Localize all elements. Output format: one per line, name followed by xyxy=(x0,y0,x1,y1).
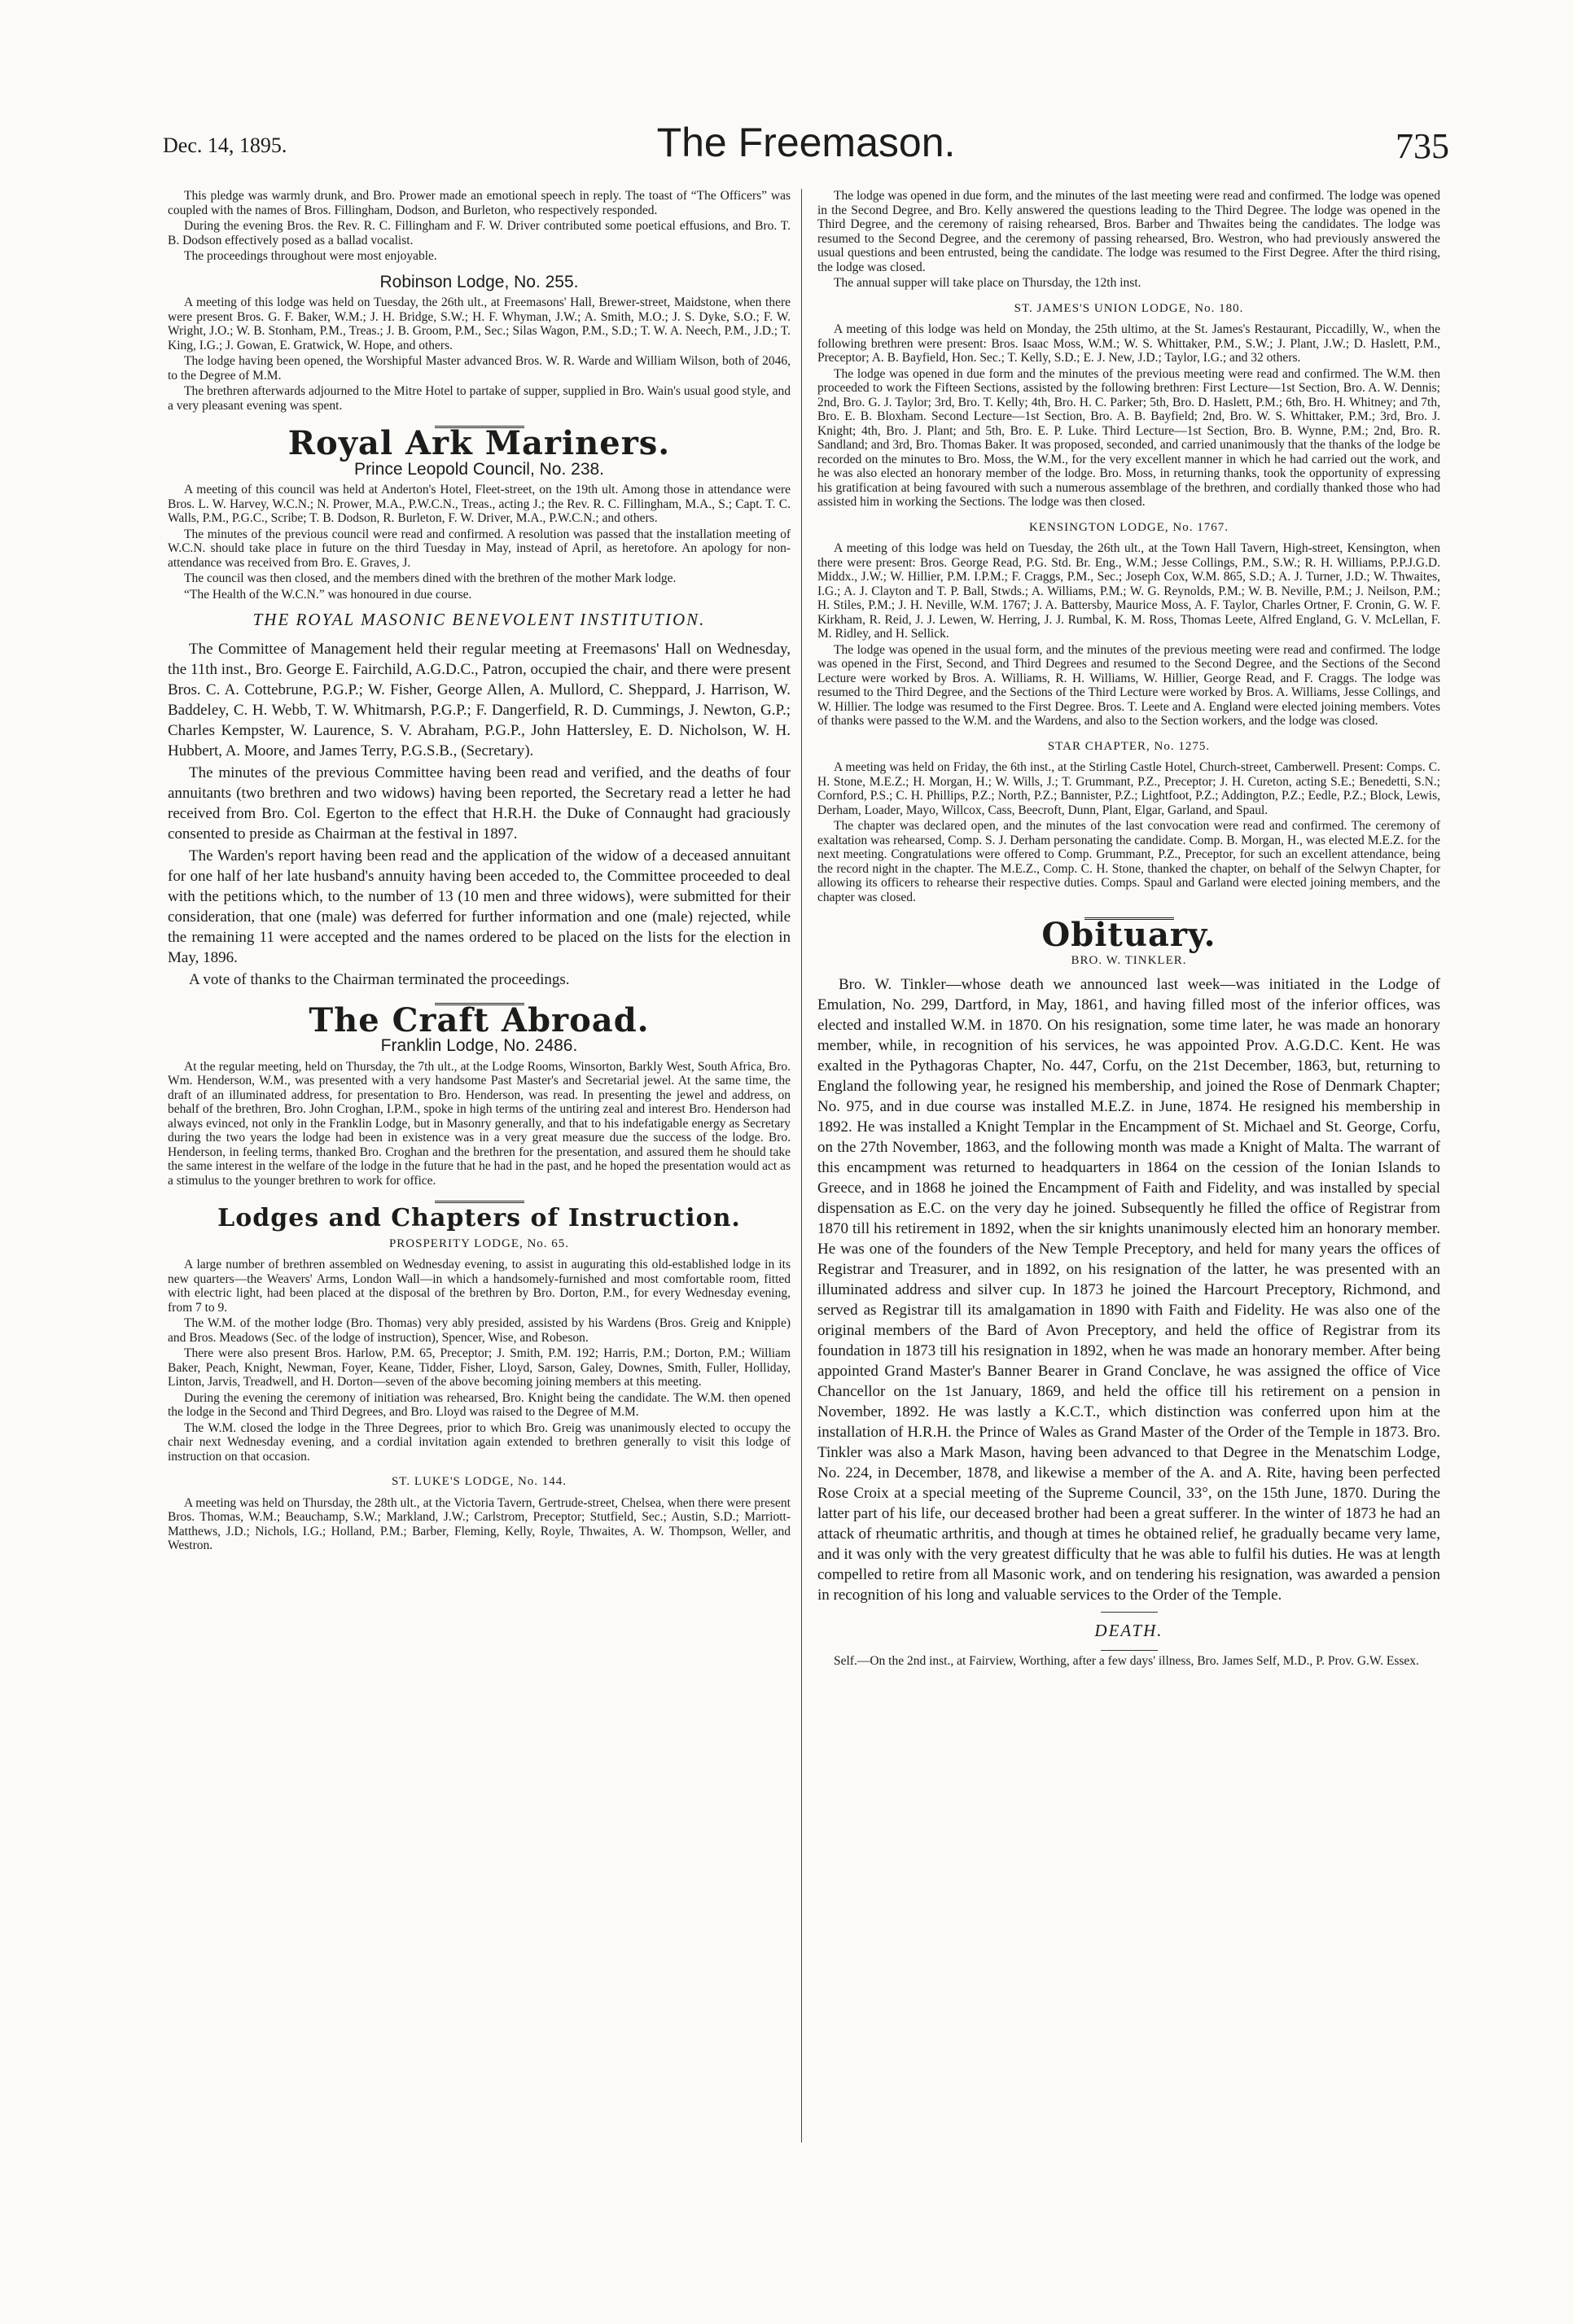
paragraph: The lodge was opened in due form and the minutes of the previous meeting were read and confirmed. The W.M. then proceeded to work the Fifteen Sections, assisted by the following brethren: First Lecture—1st Section, Bro. A. W. Dennis; 2nd, Bro. G. J. Taylor; 3rd, Bro. T. Kelly; 4th, Bro. H. C. Parker; 5th, Bro. D. Haslett, P.M.; 6th, Bro. H. Whitney; and 7th, Bro. E. B. Bloxham. Second Lecture—1st Section, Bro. A. B. Bayfield; 2nd, Bro. W. S. Whittaker, P.M.; 3rd, Bro. J. Knight; 4th, Bro. J. Plant; and 5th, Bro. E. P. Luke. Third Lecture—1st Section, Bro. B. Wynne, P.M.; 2nd, Bro. R. Sandland; and 3rd, Bro. Thomas Baker. It was proposed, seconded, and carried unanimously that the thanks of the lodge be recorded on the minutes to Bro. Moss, the W.M., for the very excellent manner in which he had carried out the work, and he was also elected an honorary member of the lodge. Bro. Moss, in returning thanks, took the opportunity of expressing his gratification at being favoured with such a numerous assemblage of the brethren, and cordially thanked those who had assisted him in working the Sections. The lodge was then closed. xyxy=(817,366,1440,509)
paragraph: A meeting of this lodge was held on Tuesday, the 26th ult., at the Town Hall Tavern, High-street, Kensington, when there were present: Bros. George Read, P.G. Std. Br. Eng., W.M.; Jesse Collings, P.M., S.W.; R. H. Williams, P.P.J.G.D. Middx., J.W.; W. Hillier, P.M. I.P.M.; F. Craggs, P.M., Sec.; Joseph Cox, W.M. 865, S.D.; A. J. Turner, J.D.; W. Thwaites, I.G.; A. J. Clayton and T. P. Ball, Stwds.; A. Williams, P.M.; W. G. Reynolds, P.M.; W. B. Neville, P.M.; J. Neilson, P.M.; H. Stiles, P.M.; J. H. Neville, W.M. 1767; J. A. Battersby, Maurice Moss, A. F. Taylor, Charles Ortner, F. Cronin, G. W. F. Kirkham, R. Reid, J. J. Lewen, W. Herring, J. J. Rumbal, K. M. Ross, Thomas Leete, Alfred England, G. V. McLellan, F. M. Ridley, and H. Sellick. xyxy=(817,541,1440,641)
paragraph: The W.M. of the mother lodge (Bro. Thomas) very ably presided, assisted by his Wardens (Bros. Greig and Knipple) and Bros. Meadows (Sec. of the lodge of instruction), Spencer, Wise, and Robeson. xyxy=(168,1316,791,1345)
left-column xyxy=(168,189,791,1555)
masthead xyxy=(163,114,1449,171)
paragraph: The Committee of Management held their regular meeting at Freemasons' Hall on Wednesday, the 11th inst., Bro. George E. Fairchild, A.G.D.C., Patron, occupied the chair, and there were present Bros. C. A. Cottebrune, P.G.P.; W. Fisher, George Allen, A. Mullord, C. Sheppard, J. Harrison, W. Baddeley, C. H. Webb, T. W. Whitmarsh, P.G.P.; F. Dangerfield, R. D. Cummings, J. Newton, G.P.; Charles Kempster, W. Laurence, S. V. Abraham, P.G.P., John Hattersley, E. D. Nicholson, W. H. Hubbert, A. Moore, and James Terry, P.G.S.B., (Secretary). xyxy=(168,640,791,759)
star-chapter-heading: STAR CHAPTER, No. 1275. xyxy=(1047,739,1211,753)
paragraph: A meeting of this lodge was held on Tuesday, the 26th ult., at Freemasons' Hall, Brewer-street, Maidstone, when there were present Bros. G. F. Baker, W.M.; J. H. Bridge, S.W.; H. F. Whyman, J.W.; A. Smith, M.O.; J. S. Dyke, S.O.; F. W. Wright, J.O.; W. B. Stonham, P.M., Treas.; J. B. Groom, P.M., Sec.; Silas Wagon, P.M., S.D.; T. W. A. Neech, P.M., J.D.; T. King, I.G.; J. Gowan, E. Gratwick, W. Hope, and others. xyxy=(168,295,791,352)
paragraph: Self.—On the 2nd inst., at Fairview, Worthing, after a few days' illness, Bro. James Self, M.D., P. Prov. G.W. Essex. xyxy=(834,1653,1419,1668)
paragraph: The minutes of the previous council were read and confirmed. A resolution was passed that the installation meeting of W.C.N. should take place in future on the third Tuesday in May, instead of April, as heretofore. An apology for non-attendance was received from Bro. E. Graves, J. xyxy=(168,527,791,570)
paragraph: The lodge was opened in the usual form, and the minutes of the previous meeting were read and confirmed. The lodge was opened in the First, Second, and Third Degrees and resumed to the Second Degree, and the Sections of the Second Lecture were worked by Bros. A. Williams, R. H. Williams, W. Hillier, George Read, and F. Craggs. The lodge was resumed to the Third Degree, and the Sections of the Third Lecture were worked by Bros. A. Williams, Jesse Collings, and W. Hillier. The lodge was resumed to the First Degree. Bros. T. Leete and A. England were elected joining members. Votes of thanks were passed to the W.M. and the Wardens, and also to the Section workers, and the lodge was closed. xyxy=(817,642,1440,728)
paragraph: A meeting of this lodge was held on Monday, the 25th ultimo, at the St. James's Restaurant, Piccadilly, W., when the following brethren were present: Bros. Isaac Moss, W.M.; W. S. Whittaker, P.M., S.W.; J. Plant, J.W.; D. Haslett, P.M., Preceptor; A. B. Bayfield, Hon. Sec.; T. Kelly, S.D.; E. J. New, J.D.; Taylor, I.G.; and 32 others. xyxy=(817,322,1440,365)
paragraph: The W.M. closed the lodge in the Three Degrees, prior to which Bro. Greig was unanimously elected to occupy the chair next Wednesday evening, and a cordial invitation again extended to brethren generally to visit this lodge of instruction on that occasion. xyxy=(168,1420,791,1464)
section-rule xyxy=(1101,1650,1158,1651)
paragraph: This pledge was warmly drunk, and Bro. Prower made an emotional speech in reply. The toast of “The Officers” was coupled with the names of Bros. Fillingham, Dodson, and Burleton, who respectively responded. xyxy=(168,189,791,217)
paragraph: The council was then closed, and the members dined with the brethren of the mother Mark lodge. xyxy=(184,571,677,585)
royal-ark-mariners-title: Royal Ark Mariners. xyxy=(287,424,671,462)
st-jamess-union-lodge-heading: ST. JAMES'S UNION LODGE, No. 180. xyxy=(1014,301,1244,315)
prosperity-lodge-heading: PROSPERITY LODGE, No. 65. xyxy=(388,1236,570,1250)
page-number: 735 xyxy=(1396,126,1449,166)
paragraph: The brethren afterwards adjourned to the Mitre Hotel to partake of supper, supplied in Bro. Wain's usual good style, and a very pleasant evening was spent. xyxy=(168,384,791,413)
section-rule xyxy=(1101,1612,1158,1613)
paragraph: The minutes of the previous Committee having been read and verified, and the deaths of four annuitants (two brethren and two widows) having been reported, the Secretary read a letter he had received from Bro. Col. Egerton to the effect that H.R.H. the Duke of Connaught had graciously consented to preside as Chairman at the festival in 1897. xyxy=(168,764,791,843)
robinson-lodge-heading: Robinson Lodge, No. 255. xyxy=(379,272,579,291)
kensington-lodge-heading: KENSINGTON LODGE, No. 1767. xyxy=(1028,520,1229,534)
obituary-title: Obituary. xyxy=(1041,916,1216,954)
craft-abroad-title: The Craft Abroad. xyxy=(309,1000,650,1039)
publication-title: The Freemason. xyxy=(656,120,956,165)
death-title: DEATH. xyxy=(1094,1621,1163,1640)
prince-leopold-council-heading: Prince Leopold Council, No. 238. xyxy=(353,459,605,479)
section-rule xyxy=(435,1201,524,1203)
intro-section xyxy=(168,189,791,264)
paragraph: The annual supper will take place on Thursday, the 12th inst. xyxy=(834,276,1141,290)
obituary-name-heading: BRO. W. TINKLER. xyxy=(1071,953,1187,967)
paragraph: During the evening the ceremony of initiation was rehearsed, Bro. Knight being the candidate. The W.M. then opened the lodge in the Second and Third Degrees, and Bro. Lloyd was raised to the Degree of M.M. xyxy=(168,1390,791,1419)
paragraph: The lodge having been opened, the Worshipful Master advanced Bros. W. R. Warde and William Wilson, both of 2046, to the Degree of M.M. xyxy=(168,354,791,383)
paragraph: The Warden's report having been read and the application of the widow of a deceased annuitant for one half of her late husband's annuity having been acceded to, the Committee proceeded to deal with the petitions which, to the number of 13 (10 men and three widows), were submitted for their consideration, that one (male) was deferred for further information and one (male) rejected, while the remaining 11 were accepted and the names ordered to be placed on the lists for the election in May, 1896. xyxy=(168,847,791,966)
paragraph: At the regular meeting, held on Thursday, the 7th ult., at the Lodge Rooms, Winsorton, Barkly West, South Africa, Bro. Wm. Henderson, W.M., was presented with a very handsome Past Master's and Secretarial jewel. At the same time, the draft of an illuminated address, for presentation to Bro. Henderson, was read. In presenting the jewel and address, on behalf of the brethren, Bro. John Croghan, I.P.M., spoke in high terms of the untiring zeal and interest Bro. Henderson had always evinced, not only in the Franklin Lodge, but in Masonry generally, and that to his indefatigable energy as Secretary during the two years the lodge had been in existence was in a very great measure due the success of the lodge. Bro. Henderson, in feeling terms, thanked Bro. Croghan and the brethren for the presentation, and assured them he should take the same interest in the welfare of the lodge in the future that he had in the past, and he hoped the presentation would act as a stimulus to the younger brethren to work for office. xyxy=(168,1059,791,1188)
paragraph: A vote of thanks to the Chairman terminated the proceedings. xyxy=(189,970,570,988)
paragraph: The proceedings throughout were most enjoyable. xyxy=(184,249,437,263)
paragraph: “The Health of the W.C.N.” was honoured in due course. xyxy=(184,587,472,602)
paragraph: The chapter was declared open, and the minutes of the last convocation were read and confirmed. The ceremony of exaltation was rehearsed, Comp. S. J. Derham personating the candidate. Comp. B. Morgan, H., was elected M.E.Z. for the next meeting. Congratulations were offered to Comp. Grummant, P.Z., Preceptor, for such an excellent attendance, being the record night in the chapter. The M.E.Z., Comp. C. H. Stone, thanked the chapter, on behalf of the Selwyn Chapter, for allowing its officers to rehearse their respective duties. Comps. Spaul and Garland were elected joining members, and the chapter was closed. xyxy=(817,819,1440,904)
issue-date: Dec. 14, 1895. xyxy=(163,133,287,157)
paragraph: A large number of brethren assembled on Wednesday evening, to assist in augurating this old-established lodge in its new quarters—the Weavers' Arms, London Wall—in which a handsomely-furnished and most comfortable room, fitted with electric light, had been placed at the disposal of the brethren by Bro. Dorton, P.M., for every Wednesday evening, from 7 to 9. xyxy=(168,1258,791,1315)
paragraph: Bro. W. Tinkler—whose death we announced last week—was initiated in the Lodge of Emulation, No. 299, Dartford, in May, 1861, and having filled most of the inferior offices, was elected and installed W.M. in 1870. On his resignation, some time later, he was made an honorary member, while, in recognition of his services, he was appointed Prov. A.G.D.C. Kent. He was exalted in the Pythagoras Chapter, No. 447, Corfu, on the 21st December, 1863, but, returning to England the following year, he resigned his membership, and joined the Rose of Denmark Chapter; No. 975, and in due course was installed M.E.Z. in June, 1874. He resigned his membership in 1892. He was installed a Knight Templar in the Encampment of St. Michael and St. George, Corfu, on the 27th November, 1863, and the following month was made a Knight of Malta. The warrant of this encampment was returned to headquarters in 1864 on the cession of the Ionian Islands to Greece, and in 1868 he joined the Encampment of Faith and Fidelity, and was installed by special dispensation as E.C. on the very day he joined. Subsequently he filled the office of Registrar from 1870 till his retirement in 1892, when the sir knights unanimously elected him an honorary member. He was one of the founders of the New Temple Preceptory, and held for many years the offices of Registrar and Treasurer, and in 1892, on his resignation of the latter, he was presented with an illuminated address and silver cup. In 1873 he joined the Harcourt Preceptory, Richmond, and served as Registrar till its amalgamation in 1890 with Faith and Fidelity. He was also one of the original members of the Bard of Avon Preceptory, and held the office of Registrar from its foundation in 1873 till his resignation in 1892, when he was made an honorary member. After being appointed Grand Master's Banner Bearer in Grand Conclave, he was assigned the office of Vice Chancellor on the 1st January, 1869, and held the office till his retirement on a pension in November, 1892. He was lastly a K.C.T., which distinction was conferred upon him at the installation of H.R.H. the Prince of Wales as Grand Master of the Order of the Temple in 1873. Bro. Tinkler was also a Mark Mason, having been advanced to that Degree in the Menatschim Lodge, No. 224, in December, 1878, and likewise a member of the A. and A. Rite, having been perfected Rose Croix at a special meeting of the Supreme Council, 33°, on the 15th June, 1870. During the latter part of his life, our deceased brother had been a great sufferer. In the winter of 1873 he had an attack of rheumatic arthritis, and though at times he obtained relief, he gradually became very lame, and it was only with the very greatest difficulty that he was able to fulfil his duties. He was at length compelled to retire from all Masonic work, and on tendering his resignation, was awarded a pension in recognition of his long and valuable services to the Order of the Temple. xyxy=(817,976,1440,1604)
paragraph: There were also present Bros. Harlow, P.M. 65, Preceptor; J. Smith, P.M. 192; Harris, P.M.; Dorton, P.M.; William Baker, Peach, Knight, Newman, Foyer, Keane, Tidder, Fisher, Lloyd, Sarson, Galey, Downes, Smith, Fuller, Holliday, Linton, Jarvis, Treadwell, and H. Dorton—seven of the above becoming joining members at this meeting. xyxy=(168,1346,791,1389)
paragraph: A meeting of this council was held at Anderton's Hotel, Fleet-street, on the 19th ult. Among those in attendance were Bros. L. W. Harvey, W.C.N.; N. Prower, M.A., P.W.C.N., Treas., acting J.; the Rev. R. C. Fillingham, M.A., S.; Capt. T. C. Walls, P.M., P.G.C., Scribe; T. B. Dodson, R. Burleton, F. W. Driver, M.A., P.W.C.N.; and others. xyxy=(168,483,791,525)
column-divider xyxy=(801,189,802,2142)
paragraph: A meeting was held on Thursday, the 28th ult., at the Victoria Tavern, Gertrude-street, Chelsea, when there were present Bros. Thomas, W.M.; Beauchamp, S.W.; Markland, J.W.; Carlstrom, Preceptor; Stutfield, Sec.; Austin, S.D.; Marriott-Matthews, J.D.; Nichols, I.G.; Holland, P.M.; Barber, Fleming, Kelly, Royle, Thwaites, A. W. Thompson, Weller, and Westron. xyxy=(168,1495,791,1552)
rmbi-title: THE ROYAL MASONIC BENEVOLENT INSTITUTION. xyxy=(252,610,706,629)
instruction-title: Lodges and Chapters of Instruction. xyxy=(217,1204,741,1232)
paragraph: During the evening Bros. the Rev. R. C. Fillingham and F. W. Driver contributed some poetical effusions, and Bro. T. B. Dodson effectively posed as a ballad vocalist. xyxy=(168,219,791,247)
right-column xyxy=(817,189,1440,1670)
paragraph: A meeting was held on Friday, the 6th inst., at the Stirling Castle Hotel, Church-street, Camberwell. Present: Comps. C. H. Stone, M.E.Z.; H. Morgan, H.; W. Wills, J.; T. Grummant, P.Z., Preceptor; J. H. Cureton, acting S.E.; Benedetti, S.N.; Cornford, P.S.; C. H. Phillips, P.Z.; North, P.Z.; Bannister, P.Z.; Lightfoot, P.Z.; Addington, P.Z.; Eedle, P.Z.; Block, Lewis, Derham, Loader, Mayo, Willcox, Cass, Beecroft, Dunn, Plant, Elgar, Garland, and Spaul. xyxy=(817,760,1440,817)
franklin-lodge-heading: Franklin Lodge, No. 2486. xyxy=(380,1036,578,1055)
st-lukes-lodge-heading: ST. LUKE'S LODGE, No. 144. xyxy=(391,1475,567,1488)
paragraph: The lodge was opened in due form, and the minutes of the last meeting were read and confirmed. The lodge was opened in the Second Degree, and Bro. Kelly answered the questions leading to the Third Degree. The lodge was opened in the Third Degree, and the ceremony of raising rehearsed, Bros. Barber and Thwaites being the candidates. The lodge was resumed to the Second Degree, and the ceremony of passing rehearsed, Bro. Westron, who had previously answered the usual questions and been entrusted, being the candidate. The lodge was resumed to the First Degree. After the third rising, the lodge was closed. xyxy=(817,189,1440,274)
